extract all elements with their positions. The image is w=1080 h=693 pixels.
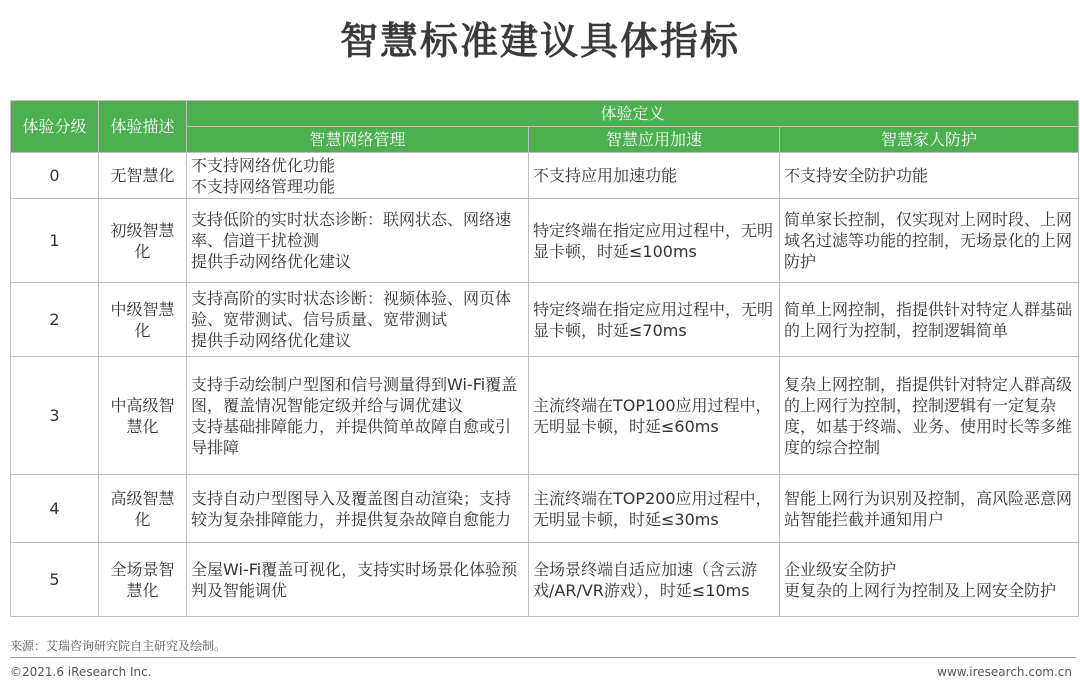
cell-text: 主流终端在TOP200应用过程中，无明显卡顿，时延≤30ms — [533, 488, 772, 529]
website: www.iresearch.com.cn — [937, 665, 1072, 679]
cell-level: 1 — [11, 199, 99, 283]
cell-text: 复杂上网控制，指提供针对特定人群高级的上网行为控制，控制逻辑有一定复杂度，如基于终端、业务、使用时长等多维度的综合控制 — [784, 374, 1073, 457]
cell-desc: 初级智慧化 — [99, 199, 187, 283]
table-row — [11, 357, 1079, 475]
cell-text: 智能上网行为识别及控制，高风险恶意网站智能拦截并通知用户 — [784, 488, 1073, 529]
cell-desc: 中高级智慧化 — [99, 357, 187, 475]
cell-text: 更复杂的上网行为控制及上网安全防护 — [784, 580, 1057, 600]
table-row — [11, 283, 1079, 357]
cell-text: 不支持网络管理功能 — [191, 176, 336, 196]
cell-app — [529, 199, 780, 283]
page-title: 智慧标准建议具体指标 — [339, 19, 740, 63]
header-desc: 体验描述 — [99, 101, 187, 153]
cell-text: 不支持网络优化功能 — [191, 155, 336, 175]
cell-level: 0 — [11, 153, 99, 199]
header-level: 体验分级 — [11, 101, 99, 153]
cell-family — [780, 475, 1079, 543]
header-network: 智慧网络管理 — [187, 127, 529, 153]
table-row — [11, 475, 1079, 543]
cell-desc: 全场景智慧化 — [99, 543, 187, 617]
cell-app — [529, 153, 780, 199]
cell-network — [187, 543, 529, 617]
cell-text: 主流终端在TOP100应用过程中，无明显卡顿，时延≤60ms — [533, 395, 772, 436]
cell-desc: 中级智慧化 — [99, 283, 187, 357]
table-row — [11, 199, 1079, 283]
cell-network — [187, 153, 529, 199]
cell-desc: 高级智慧化 — [99, 475, 187, 543]
indicator-table — [10, 100, 1079, 617]
cell-network — [187, 283, 529, 357]
cell-text: 提供手动网络优化建议 — [191, 252, 352, 271]
cell-text: 不支持安全防护功能 — [784, 166, 929, 185]
cell-text: 支持自动户型图导入及覆盖图自动渲染；支持较为复杂排障能力，并提供复杂故障自愈能力 — [191, 488, 512, 529]
cell-family — [780, 357, 1079, 475]
cell-family — [780, 153, 1079, 199]
header-definition: 体验定义 — [187, 101, 1079, 127]
cell-text: 支持基础排障能力，并提供简单故障自愈或引导排障 — [191, 416, 512, 457]
cell-text: 提供手动网络优化建议 — [191, 331, 352, 350]
table-row — [11, 543, 1079, 617]
cell-app — [529, 283, 780, 357]
cell-level: 2 — [11, 283, 99, 357]
table-body — [11, 153, 1079, 617]
footer-divider — [10, 657, 1076, 658]
cell-app — [529, 543, 780, 617]
cell-text: 简单家长控制，仅实现对上网时段、上网域名过滤等功能的控制，无场景化的上网防护 — [784, 210, 1073, 271]
cell-network — [187, 199, 529, 283]
cell-text: 不支持应用加速功能 — [533, 166, 678, 185]
cell-level: 5 — [11, 543, 99, 617]
cell-family — [780, 199, 1079, 283]
cell-network — [187, 357, 529, 475]
cell-text: 特定终端在指定应用过程中，无明显卡顿，时延≤100ms — [533, 220, 774, 261]
cell-network — [187, 475, 529, 543]
cell-text: 简单上网控制，指提供针对特定人群基础的上网行为控制，控制逻辑简单 — [784, 299, 1073, 340]
cell-level: 3 — [11, 357, 99, 475]
copyright: ©2021.6 iResearch Inc. — [10, 665, 152, 679]
cell-app — [529, 357, 780, 475]
cell-text: 支持手动绘制户型图和信号测量得到Wi-Fi覆盖图，覆盖情况智能定级并给与调优建议 — [191, 374, 518, 415]
cell-text: 支持低阶的实时状态诊断：联网状态、网络速率、信道干扰检测 — [191, 210, 512, 250]
header-family: 智慧家人防护 — [780, 127, 1079, 153]
source-note: 来源：艾瑞咨询研究院自主研究及绘制。 — [10, 639, 227, 653]
cell-text: 支持高阶的实时状态诊断：视频体验、网页体验、宽带测试、信号质量、宽带测试 — [191, 289, 512, 329]
table-row — [11, 153, 1079, 199]
cell-desc: 无智慧化 — [99, 153, 187, 199]
cell-level: 4 — [11, 475, 99, 543]
cell-family — [780, 283, 1079, 357]
cell-app — [529, 475, 780, 543]
header-app: 智慧应用加速 — [529, 127, 780, 153]
cell-text: 企业级安全防护 — [784, 559, 897, 579]
cell-text: 特定终端在指定应用过程中，无明显卡顿，时延≤70ms — [533, 299, 774, 340]
cell-family — [780, 543, 1079, 617]
cell-text: 全屋Wi-Fi覆盖可视化，支持实时场景化体验预判及智能调优 — [191, 559, 518, 600]
cell-text: 全场景终端自适应加速（含云游戏/AR/VR游戏），时延≤10ms — [533, 559, 758, 600]
